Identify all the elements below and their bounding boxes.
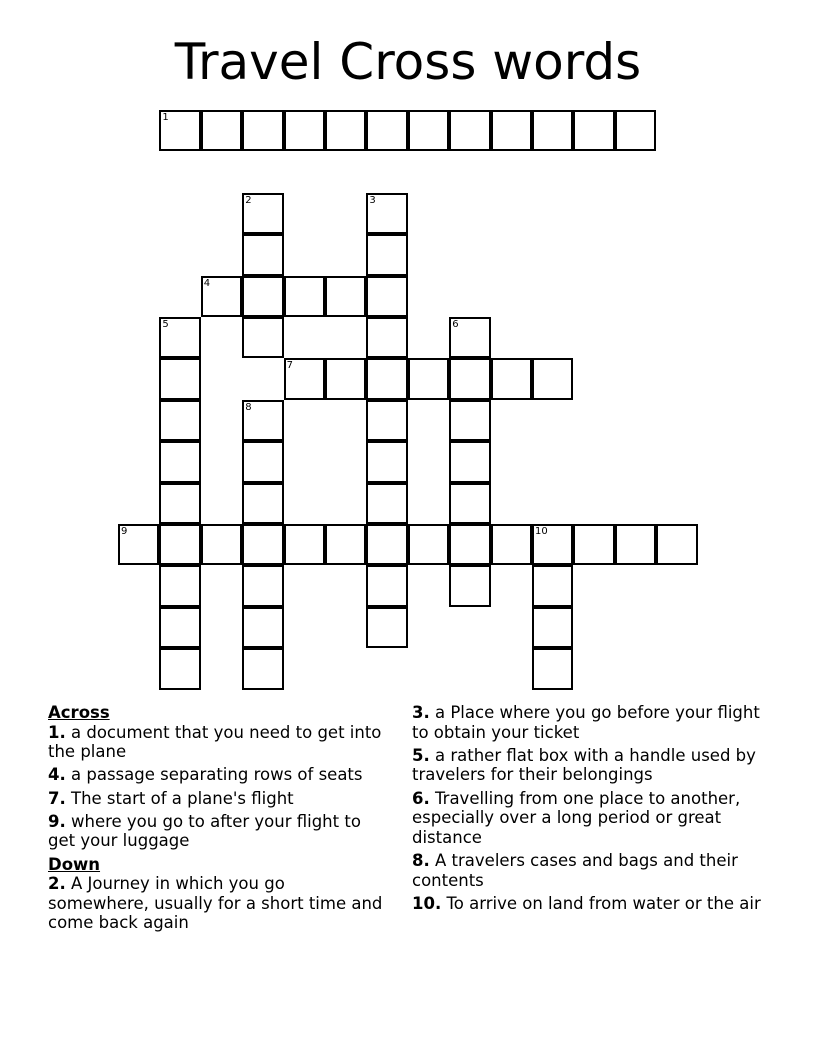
grid-cell[interactable]	[118, 524, 159, 565]
down-heading: Down	[48, 854, 101, 874]
grid-cell[interactable]	[159, 110, 200, 151]
grid-cell[interactable]	[242, 524, 283, 565]
cell-number: 7	[286, 360, 293, 372]
grid-cell[interactable]	[532, 607, 573, 648]
cell-number: 10	[535, 526, 548, 537]
grid-cell[interactable]	[366, 524, 407, 565]
grid-cell[interactable]	[242, 234, 283, 275]
grid-cell[interactable]	[449, 358, 490, 399]
clue-across-7: 7. The start of a plane's flight	[48, 788, 294, 808]
cell-number: 8	[245, 401, 252, 413]
clues-column-left	[48, 703, 388, 937]
grid-cell[interactable]	[366, 483, 407, 524]
grid-cell[interactable]	[242, 400, 283, 441]
grid-cell[interactable]	[366, 358, 407, 399]
clue-down-5: 5. a rather flat box with a handle used by travelers for their belongings	[412, 745, 756, 785]
grid-cell[interactable]	[284, 276, 325, 317]
clue-down-2: 2. A Journey in which you go somewhere, usually for a short time and come back again	[48, 874, 383, 933]
grid-cell[interactable]	[201, 276, 242, 317]
grid-cell[interactable]	[325, 110, 366, 151]
grid-cell[interactable]	[366, 400, 407, 441]
clue-across-4: 4. a passage separating rows of seats	[48, 765, 363, 785]
grid-cell[interactable]	[449, 110, 490, 151]
grid-cell[interactable]	[366, 607, 407, 648]
clue-down-6: 6. Travelling from one place to another, especially over a long period or great distance	[412, 788, 741, 847]
grid-cell[interactable]	[325, 358, 366, 399]
grid-cell[interactable]	[615, 110, 656, 151]
grid-cell[interactable]	[325, 276, 366, 317]
grid-cell[interactable]	[242, 317, 283, 358]
clue-across-9: 9. where you go to after your flight to get your luggage	[48, 811, 361, 851]
clues-column-right	[412, 703, 762, 917]
grid-cell[interactable]	[366, 193, 407, 234]
grid-cell[interactable]	[532, 524, 573, 565]
cell-number: 4	[203, 277, 211, 289]
page-title: Travel Cross words	[174, 33, 642, 91]
grid-cell[interactable]	[201, 524, 242, 565]
clue-down-8: 8. A travelers cases and bags and their contents	[412, 850, 738, 890]
cell-number: 5	[162, 319, 169, 330]
cell-number: 9	[121, 526, 128, 537]
grid-cell[interactable]	[159, 648, 200, 689]
grid-cell[interactable]	[573, 524, 614, 565]
grid-cell[interactable]	[366, 441, 407, 482]
grid-cell[interactable]	[366, 234, 407, 275]
grid-cell[interactable]	[408, 358, 449, 399]
clue-across-1: 1. a document that you need to get into the plane	[48, 722, 382, 762]
grid-cell[interactable]	[408, 110, 449, 151]
grid-cell[interactable]	[242, 276, 283, 317]
grid-cell[interactable]	[201, 110, 242, 151]
grid-cell[interactable]	[242, 193, 283, 234]
grid-cell[interactable]	[159, 524, 200, 565]
grid-cell[interactable]	[491, 110, 532, 151]
cell-number: 1	[162, 112, 169, 123]
grid-cell[interactable]	[366, 110, 407, 151]
grid-cell[interactable]	[656, 524, 697, 565]
grid-cell[interactable]	[449, 317, 490, 358]
grid-cell[interactable]	[284, 524, 325, 565]
grid-cell[interactable]	[159, 607, 200, 648]
grid-cell[interactable]	[242, 483, 283, 524]
grid-cell[interactable]	[242, 565, 283, 606]
grid-cell[interactable]	[284, 110, 325, 151]
grid-cell[interactable]	[532, 565, 573, 606]
grid-cell[interactable]	[159, 441, 200, 482]
grid-cell[interactable]	[366, 276, 407, 317]
grid-cell[interactable]	[366, 565, 407, 606]
grid-cell[interactable]	[366, 317, 407, 358]
cell-number: 6	[452, 319, 459, 330]
grid-cell[interactable]	[408, 524, 449, 565]
grid-cell[interactable]	[532, 648, 573, 689]
grid-cell[interactable]	[325, 524, 366, 565]
grid-cell[interactable]	[159, 317, 200, 358]
cell-number: 2	[245, 194, 252, 206]
grid-cell[interactable]	[449, 524, 490, 565]
grid-cell[interactable]	[449, 483, 490, 524]
grid-cell[interactable]	[615, 524, 656, 565]
clue-down-10: 10. To arrive on land from water or the air	[412, 893, 761, 913]
grid-cell[interactable]	[242, 441, 283, 482]
grid-cell[interactable]	[242, 648, 283, 689]
grid-cell[interactable]	[449, 400, 490, 441]
grid-cell[interactable]	[491, 358, 532, 399]
grid-cell[interactable]	[573, 110, 614, 151]
grid-cell[interactable]	[242, 110, 283, 151]
clue-down-3: 3. a Place where you go before your flight to obtain your ticket	[412, 703, 760, 742]
grid-cell[interactable]	[449, 565, 490, 606]
grid-cell[interactable]	[159, 400, 200, 441]
cell-number: 3	[369, 194, 376, 206]
grid-cell[interactable]	[491, 524, 532, 565]
grid-cell[interactable]	[449, 441, 490, 482]
grid-cell[interactable]	[532, 358, 573, 399]
across-heading: Across	[48, 703, 110, 722]
grid-cell[interactable]	[284, 358, 325, 399]
grid-cell[interactable]	[159, 358, 200, 399]
grid-cell[interactable]	[532, 110, 573, 151]
grid-cell[interactable]	[242, 607, 283, 648]
grid-cell[interactable]	[159, 565, 200, 606]
grid-cell[interactable]	[159, 483, 200, 524]
